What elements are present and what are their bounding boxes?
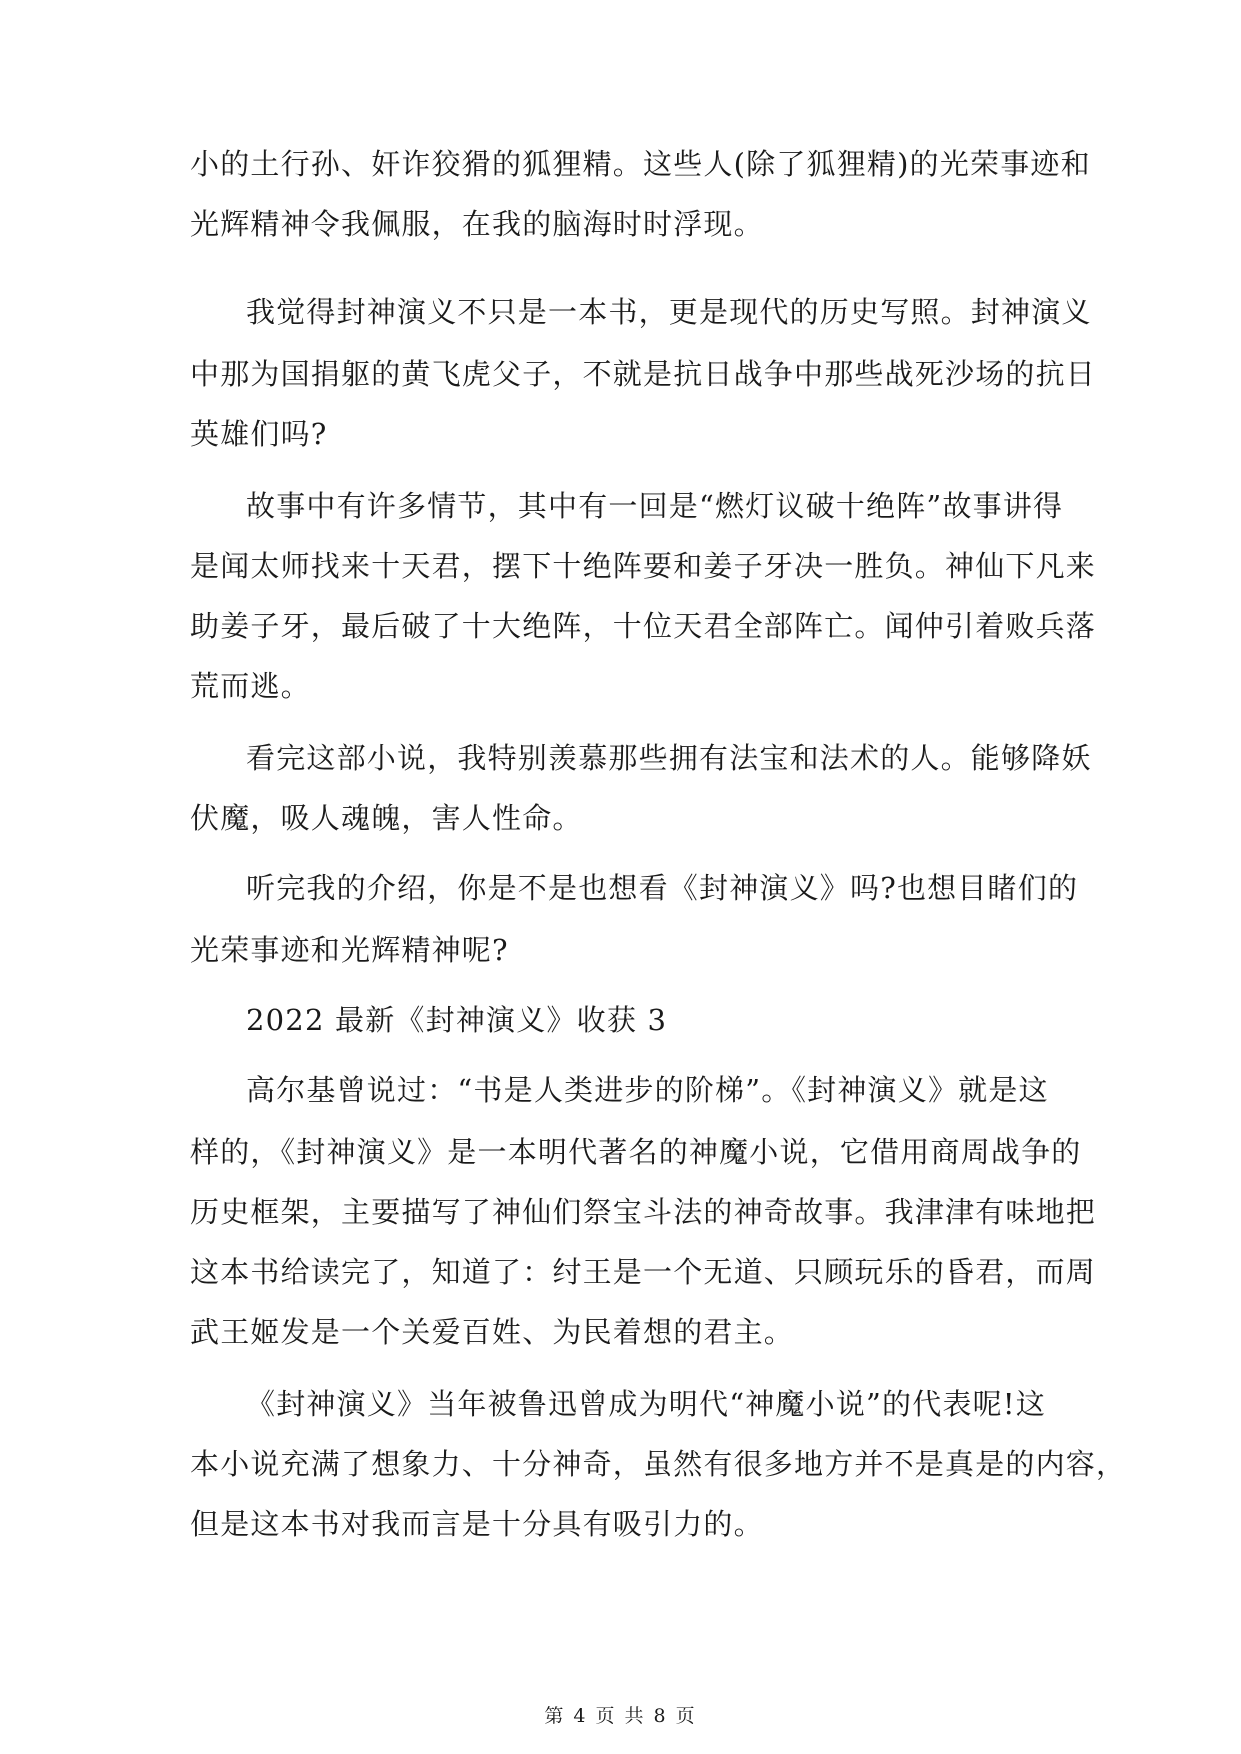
text-line: 英雄们吗? <box>190 417 328 451</box>
text-line: 听完我的介绍，你是不是也想看《封神演义》吗?也想目睹们的 <box>246 871 1079 905</box>
text-line: 是闻太师找来十天君，摆下十绝阵要和姜子牙决一胜负。神仙下凡来 <box>190 549 1097 583</box>
text-line: 样的，《封神演义》是一本明代著名的神魔小说，它借用商周战争的 <box>190 1135 1082 1169</box>
text-line: 这本书给读完了，知道了：纣王是一个无道、只顾玩乐的昏君，而周 <box>190 1255 1097 1289</box>
text-line: 荒而逃。 <box>190 669 311 703</box>
section-heading: 2022 最新《封神演义》收获 3 <box>246 1003 668 1037</box>
text-line: 光辉精神令我佩服，在我的脑海时时浮现。 <box>190 207 764 241</box>
text-line: 但是这本书对我而言是十分具有吸引力的。 <box>190 1507 764 1541</box>
text-line: 伏魔，吸人魂魄，害人性命。 <box>190 801 583 835</box>
text-line: 武王姬发是一个关爱百姓、为民着想的君主。 <box>190 1315 795 1349</box>
text-line: 我觉得封神演义不只是一本书，更是现代的历史写照。封神演义 <box>246 295 1092 329</box>
text-line: 本小说充满了想象力、十分神奇，虽然有很多地方并不是真是的内容， <box>190 1447 1127 1481</box>
text-line: 故事中有许多情节，其中有一回是“燃灯议破十绝阵”故事讲得 <box>246 489 1064 523</box>
text-line: 助姜子牙，最后破了十大绝阵，十位天君全部阵亡。闻仲引着败兵落 <box>190 609 1097 643</box>
text-line: 中那为国捐躯的黄飞虎父子，不就是抗日战争中那些战死沙场的抗日 <box>190 357 1097 391</box>
text-line: 高尔基曾说过：“书是人类进步的阶梯”。《封神演义》就是这 <box>246 1073 1049 1107</box>
text-line: 光荣事迹和光辉精神呢? <box>190 933 509 967</box>
text-line: 小的土行孙、奸诈狡猾的狐狸精。这些人(除了狐狸精)的光荣事迹和 <box>190 147 1091 181</box>
text-line: 《封神演义》当年被鲁迅曾成为明代“神魔小说”的代表呢!这 <box>246 1387 1046 1421</box>
text-line: 看完这部小说，我特别羡慕那些拥有法宝和法术的人。能够降妖 <box>246 741 1092 775</box>
text-line: 历史框架，主要描写了神仙们祭宝斗法的神奇故事。我津津有味地把 <box>190 1195 1097 1229</box>
page-footer: 第 4 页 共 8 页 <box>544 1705 697 1727</box>
